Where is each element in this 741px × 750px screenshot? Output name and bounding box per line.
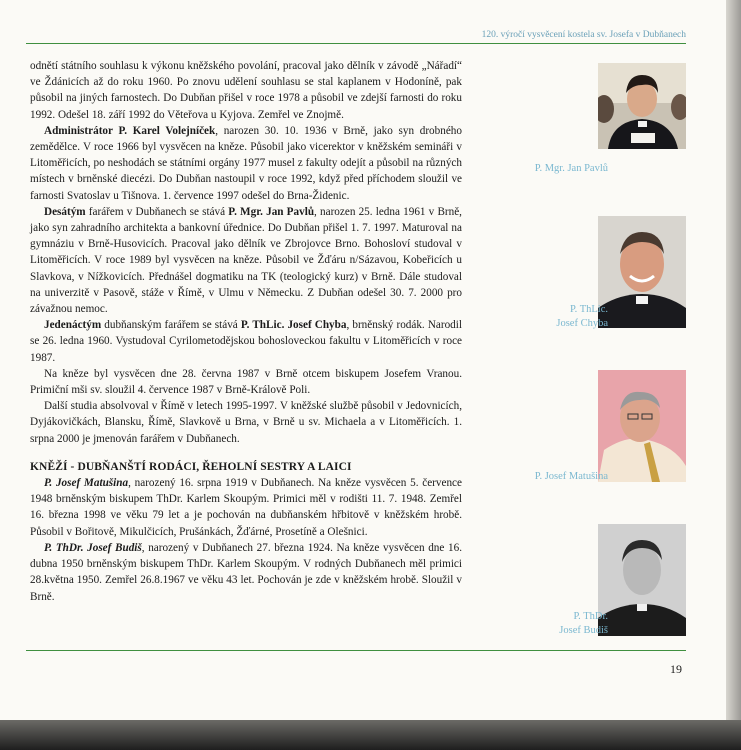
caption-chyba-line-2: Josef Chyba <box>556 318 608 329</box>
name-matusina: P. Josef Matušina <box>44 477 129 490</box>
caption-chyba <box>488 303 608 331</box>
lead-jedenactym: Jedenáctým <box>44 319 102 332</box>
paragraph-budis <box>30 540 462 605</box>
page-number: 19 <box>670 662 682 676</box>
caption-matusina-line-1: P. Josef Matušina <box>534 471 608 482</box>
paragraph-chyba-studies: Další studia absolvoval v Římě v letech 1995-1997. V kněžské službě působil v Jedovnicích, Dyjákovičkách, Blansku, Římě, Slavkově u Brna, v Brně u sv. Michaela a v Litoměřicích. 1. srpna 2000 je jmenován farářem v Dubňanech. <box>30 400 462 445</box>
caption-budis <box>488 610 608 638</box>
caption-budis-line-2: Josef Budiš <box>559 625 608 636</box>
section-heading: KNĚŽÍ - DUBŇANŠTÍ RODÁCI, ŘEHOLNÍ SESTRY A LAICI <box>30 460 352 473</box>
paragraph-chyba <box>30 317 462 366</box>
page-edge-shadow <box>726 0 741 720</box>
photo-pavlu <box>598 63 686 149</box>
text-pavlu-mid: farářem v Dubňanech se stává <box>85 205 229 218</box>
photo-budis <box>598 524 686 636</box>
text-chyba: , brněnský rodák. Narodil se 26. ledna 1960. Vystudoval Cyrilometodějskou bohosloveckou fakultu v Litoměřicích v roce 1987. <box>30 319 462 364</box>
photo-chyba <box>598 216 686 328</box>
paragraph-volejnicek <box>30 123 462 204</box>
caption-pavlu <box>488 162 608 176</box>
text-budis: , narozený v Dubňanech 27. března 1924. Na kněze vysvěcen dne 16. dubna 1950 brněnským biskupem ThDr. Karlem Skoupým. V rodných Dubňanech měl primici 28.května 1950. Zemřel 26.8.1967 ve věku 43 let. Pochován je zde v kněžském hrobě. Sloužil v Brně. <box>30 541 462 603</box>
name-chyba: P. ThLic. Josef Chyba <box>240 319 347 332</box>
caption-chyba-line-1: P. ThLic. <box>569 304 608 315</box>
name-volejnicek: Administrátor P. Karel Volejníček <box>44 124 216 137</box>
photo-matusina <box>598 370 686 482</box>
caption-matusina <box>488 470 608 484</box>
bottom-rule <box>26 650 686 651</box>
text-volejnicek: , narozen 30. 10. 1936 v Brně, jako syn drobného zemědělce. V roce 1966 byl vysvěcen na kněze. Působil jako vicerektor v kněžském semináři v Litoměřicích, po neshodách se státními orgány 1977 musel z fakulty odejít a působil na různých místech v brněnské diecézi. Do Dubňan nastoupil v roce 1992, když před příchodem sloužil ve farnosti Svatoslav u Tišnova. 1. července 1997 odešel do Brna-Židenic. <box>30 124 462 202</box>
scan-bottom-shadow <box>0 720 741 750</box>
running-head: 120. výročí vysvěcení kostela sv. Josefa v Dubňanech <box>481 30 686 40</box>
caption-pavlu-line-1: P. Mgr. Jan Pavlů <box>534 163 608 174</box>
lead-desatym: Desátým <box>44 205 86 218</box>
caption-budis-line-1: P. ThDr. <box>573 611 608 622</box>
name-pavlu: P. Mgr. Jan Pavlů <box>228 205 315 218</box>
text-matusina: , narozený 16. srpna 1919 v Dubňanech. Na kněze vysvěcen 5. července 1948 brněnským biskupem ThDr. Karlem Skoupým. Primici měl v rodišti 11. 7. 1948. Zemřel 16. března 1998 ve věku 79 let a je pochován na dubňanském hřbitově v kněžském hrobě. Působil v Bořitově, Mikulčicích, Prušánkách, Žďárné, Prosetíně a Olešnici. <box>30 477 462 538</box>
paragraph-matusina <box>30 475 462 540</box>
paragraph-1: odnětí státního souhlasu k výkonu kněžského povolání, pracoval jako dělník v závodě „Nářadí“ ve Ždánicích až do roku 1960. Po znovu udělení souhlasu se stal kaplanem v Hodoníně, pak působil na jiných farnostech. Do Dubňan přišel v roce 1978 a působil ve zdejší farnosti do roku 1992. Odešel 18. září 1992 do Věteřova u Kyjova. Zemřel ve Znojmě. <box>30 60 462 121</box>
main-text-column <box>30 58 462 605</box>
text-chyba-mid: dubňanským farářem se stává <box>101 319 241 332</box>
text-pavlu: , narozen 25. ledna 1961 v Brně, jako syn zahradního architekta a bankovní úřednice. Do Dubňan přišel 1. 7. 1997. Maturoval na gymnáziu v Brně-Husovicích. Pracoval jako dělník ve Zbrojovce Brno. Bohosloví studoval v Litoměřicích. V roce 1989 byl vysvěcen na kněze. Působil ve Žďáru n/Sázavou, Kobeřicích u Slavkova, v Nížkovicích. Přednášel dogmatiku na TK (teologický kurz) v Brně. Dále studoval na univerzitě v Pasově, stáže v Římě, v Ulmu v Německu. Z Dubňan odešel 30. 7. 2000 pro závažnou nemoc. <box>30 205 462 316</box>
paragraph-chyba-ordination: Na kněze byl vysvěcen dne 28. června 1987 v Brně otcem biskupem Josefem Vranou. Primiční mši sv. sloužil 4. července 1987 v Brně-Králově Poli. <box>30 367 462 397</box>
top-rule <box>26 43 686 44</box>
name-budis: P. ThDr. Josef Budiš <box>44 541 142 554</box>
chyba-block <box>30 317 462 447</box>
paragraph-pavlu <box>30 204 462 317</box>
